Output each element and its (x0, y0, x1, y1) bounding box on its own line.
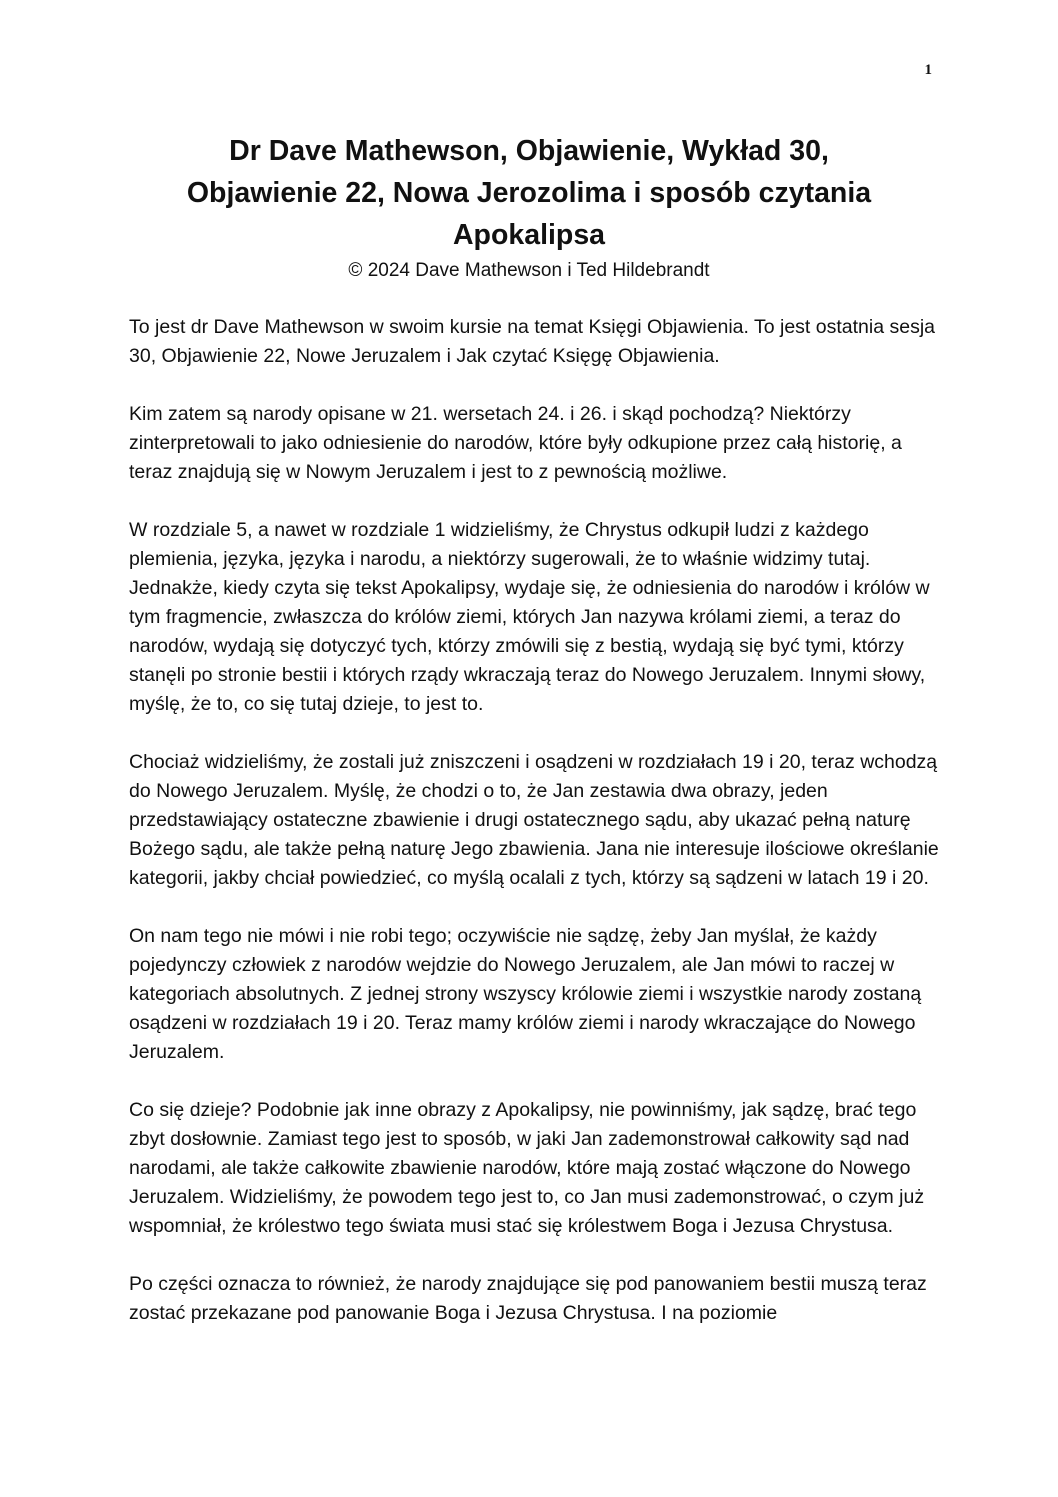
title-line-2: Objawienie 22, Nowa Jerozolima i sposób czytania (186, 177, 872, 209)
title-line-1: Dr Dave Mathewson, Objawienie, Wykład 30, (229, 135, 829, 167)
page-number: 1 (924, 62, 932, 78)
paragraph: Chociaż widzieliśmy, że zostali już zniszczeni i osądzeni w rozdziałach 19 i 20, teraz wchodzą do Nowego Jeruzalem. Myślę, że chodzi o to, że Jan zestawia dwa obrazy, jeden przedstawiający ostateczne zbawienie i drugi ostatecznego sądu, aby ukazać pełną naturę Bożego sądu, ale także pełną naturę Jego zbawienia. Jana nie interesuje ilościowe określanie kategorii, jakby chciał powiedzieć, co myślą ocalali z tych, którzy są sądzeni w latach 19 i 20. (129, 751, 939, 889)
document-title (110, 130, 948, 256)
copyright-line: © 2024 Dave Mathewson i Ted Hildebrandt (348, 260, 710, 281)
paragraph: Co się dzieje? Podobnie jak inne obrazy z Apokalipsy, nie powinniśmy, jak sądzę, brać tego zbyt dosłownie. Zamiast tego jest to sposób, w jaki Jan zademonstrował całkowity sąd nad narodami, ale także całkowite zbawienie narodów, które mają zostać włączone do Nowego Jeruzalem. Widzieliśmy, że powodem tego jest to, co Jan musi zademonstrować, o czym już wspomniał, że królestwo tego świata musi stać się królestwem Boga i Jezusa Chrystusa. (129, 1099, 925, 1237)
paragraph: Po części oznacza to również, że narody znajdujące się pod panowaniem bestii muszą teraz zostać przekazane pod panowanie Boga i Jezusa Chrystusa. I na poziomie (129, 1273, 927, 1324)
paragraph: On nam tego nie mówi i nie robi tego; oczywiście nie sądzę, żeby Jan myślał, że każdy pojedynczy człowiek z narodów wejdzie do Nowego Jeruzalem, ale Jan mówi to raczej w kategoriach absolutnych. Z jednej strony wszyscy królowie ziemi i wszystkie narody zostaną osądzeni w rozdziałach 19 i 20. Teraz mamy królów ziemi i narody wkraczające do Nowego Jeruzalem. (129, 925, 922, 1063)
document-body (129, 313, 944, 1357)
paragraph: Kim zatem są narody opisane w 21. wersetach 24. i 26. i skąd pochodzą? Niektórzy zinterpretowali to jako odniesienie do narodów, które były odkupione przez całą historię, a teraz znajdują się w Nowym Jeruzalem i jest to z pewnością możliwe. (129, 403, 902, 483)
title-line-3: Apokalipsa (452, 219, 606, 251)
paragraph: To jest dr Dave Mathewson w swoim kursie na temat Księgi Objawienia. To jest ostatnia sesja 30, Objawienie 22, Nowe Jeruzalem i Jak czytać Księgę Objawienia. (129, 316, 936, 367)
paragraph: W rozdziale 5, a nawet w rozdziale 1 widzieliśmy, że Chrystus odkupił ludzi z każdego plemienia, języka, języka i narodu, a niektórzy sugerowali, że to właśnie widzimy tutaj. Jednakże, kiedy czyta się tekst Apokalipsy, wydaje się, że odniesienia do narodów i królów w tym fragmencie, zwłaszcza do królów ziemi, których Jan nazywa królami ziemi, a teraz do narodów, wydają się dotyczyć tych, którzy zmówili się z bestią, wydają się być tymi, którzy stanęli po stronie bestii i których rządy wkraczają teraz do Nowego Jeruzalem. Innymi słowy, myślę, że to, co się tutaj dzieje, to jest to. (129, 519, 930, 715)
